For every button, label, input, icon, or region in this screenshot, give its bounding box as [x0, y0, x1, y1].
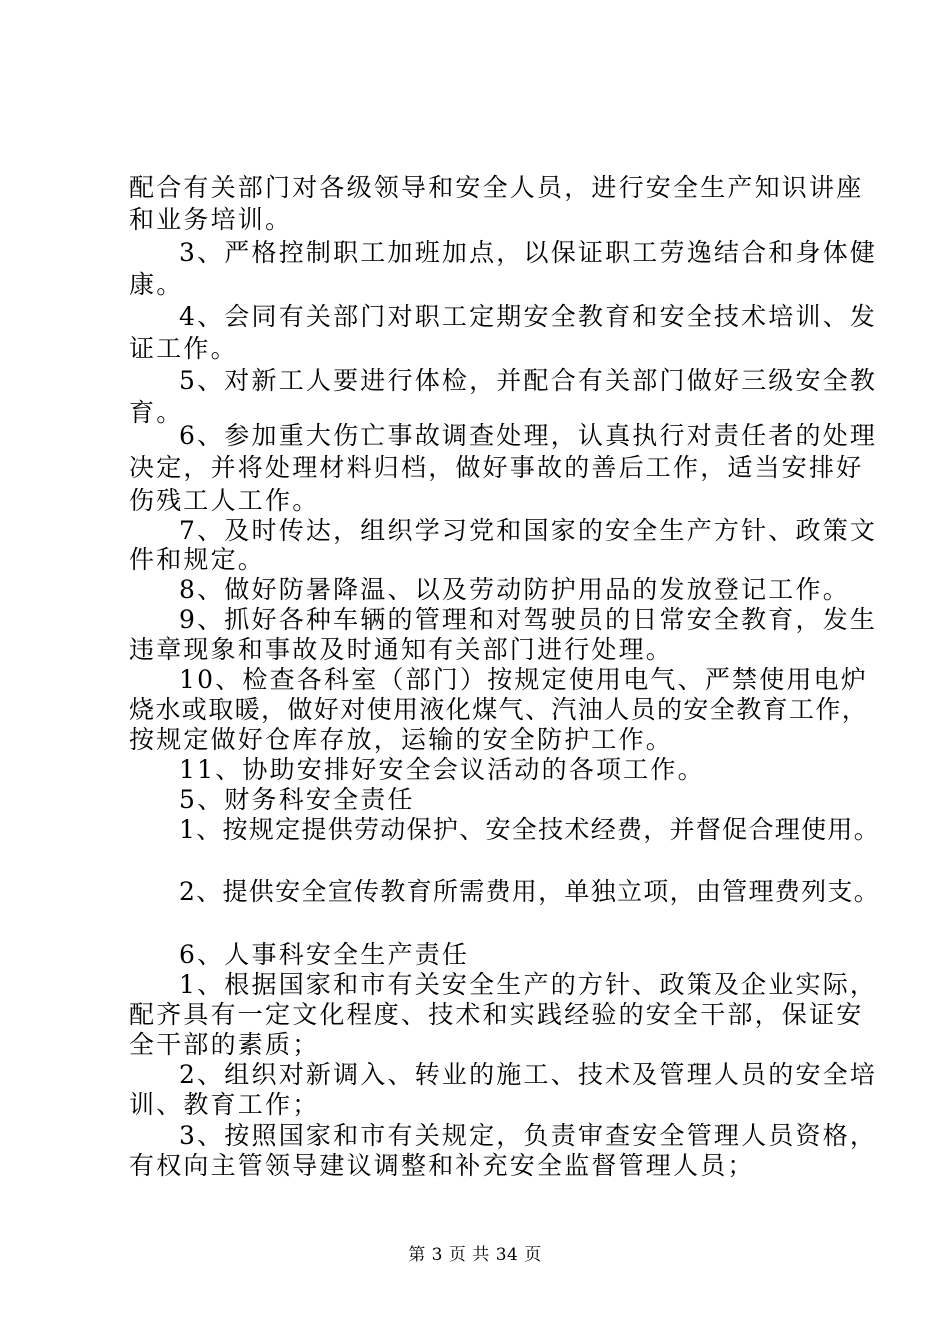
- paragraph-line: 全干部的素质；: [129, 1030, 320, 1059]
- section-heading: 6、人事科安全生产责任: [179, 940, 470, 969]
- paragraph-line: 3、按照国家和市有关规定，负责审查安全管理人员资格，: [179, 1121, 878, 1150]
- paragraph-line: 7、及时传达，组织学习党和国家的安全生产方针、政策文: [179, 516, 878, 545]
- paragraph-line: 烧水或取暖，做好对使用液化煤气、汽油人员的安全教育工作，: [129, 695, 869, 724]
- paragraph-line: 决定，并将处理材料归档，做好事故的善后工作，适当安排好: [129, 453, 864, 482]
- paragraph-line: 6、参加重大伤亡事故调查处理，认真执行对责任者的处理: [179, 421, 878, 450]
- paragraph-line: 8、做好防暑降温、以及劳动防护用品的发放登记工作。: [179, 575, 850, 604]
- paragraph-line: 2、提供安全宣传教育所需费用，单独立项，由管理费列支。: [179, 877, 881, 906]
- page-number-footer: 第 3 页 共 34 页: [408, 1245, 542, 1265]
- paragraph-line: 有权向主管领导建议调整和补充安全监督管理人员；: [129, 1151, 755, 1180]
- paragraph-line: 11、协助安排好安全会议活动的各项工作。: [179, 755, 705, 784]
- paragraph-line: 1、根据国家和市有关安全生产的方针、政策及企业实际，: [179, 970, 878, 999]
- paragraph-line: 4、会同有关部门对职工定期安全教育和安全技术培训、发: [179, 302, 878, 331]
- paragraph-line: 伤残工人工作。: [129, 486, 320, 515]
- paragraph-line: 训、教育工作；: [129, 1090, 320, 1119]
- paragraph-line: 1、按规定提供劳动保护、安全技术经费，并督促合理使用。: [179, 815, 881, 844]
- paragraph-line: 康。: [129, 270, 184, 299]
- paragraph-line: 配齐具有一定文化程度、技术和实践经验的安全干部，保证安: [129, 1000, 864, 1029]
- paragraph-line: 按规定做好仓库存放，运输的安全防护工作。: [129, 725, 674, 754]
- paragraph-line: 配合有关部门对各级领导和安全人员，进行安全生产知识讲座: [129, 173, 864, 202]
- paragraph-line: 3、严格控制职工加班加点，以保证职工劳逸结合和身体健: [179, 238, 878, 267]
- paragraph-line: 违章现象和事故及时通知有关部门进行处理。: [129, 635, 674, 664]
- section-heading: 5、财务科安全责任: [179, 785, 415, 814]
- paragraph-line: 育。: [129, 398, 184, 427]
- paragraph-line: 5、对新工人要进行体检，并配合有关部门做好三级安全教: [179, 366, 878, 395]
- paragraph-line: 10、检查各科室（部门）按规定使用电气、严禁使用电炉: [179, 665, 869, 694]
- paragraph-line: 9、抓好各种车辆的管理和对驾驶员的日常安全教育，发生: [179, 605, 878, 634]
- paragraph-line: 证工作。: [129, 334, 238, 363]
- paragraph-line: 件和规定。: [129, 545, 266, 574]
- paragraph-line: 2、组织对新调入、转业的施工、技术及管理人员的安全培: [179, 1060, 878, 1089]
- paragraph-line: 和业务培训。: [129, 205, 293, 234]
